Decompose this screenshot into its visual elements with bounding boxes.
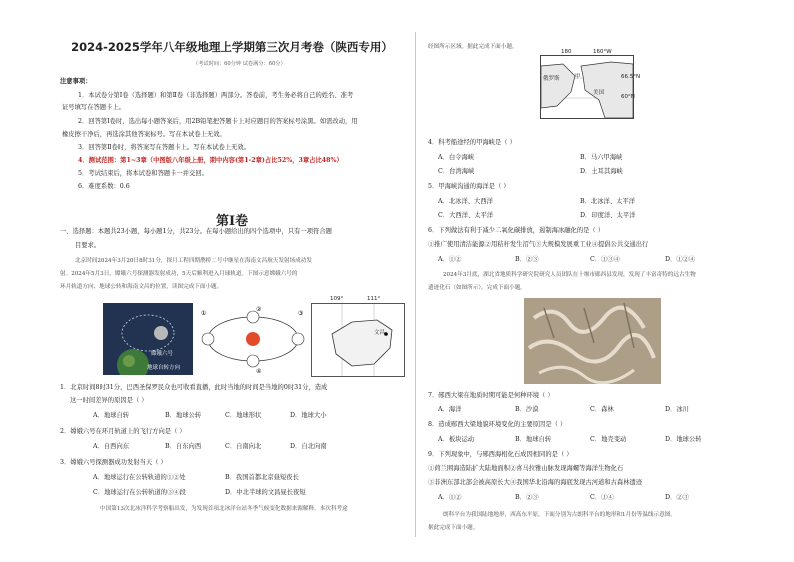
question-8: 8．造成郧西大梁地貌环境变化的主要原因是（ ） (428, 421, 567, 428)
svg-text:①: ① (201, 310, 207, 317)
passage-line: 环月轨道方向、地球公转和海南文昌的位置，读图完成下面小题。 (60, 284, 223, 290)
question-9: 9．下列现象中，与郧西海相化石成因相同的是（ ） (428, 451, 573, 458)
passage-line: 中国第13次北冰洋科学考察船出发，为发现首项北冰洋台站冬季气候变化数据来源解释。本次科考途 (100, 506, 348, 512)
option: A．①② (438, 256, 462, 263)
section-intro: 一、选择题：本题共23小题，每小题1分，共23分。在每小题给出的四个选项中，只有一项符合题 (60, 228, 332, 235)
earth-rotation-label: 地球自转方向 (147, 365, 181, 371)
svg-text:③: ③ (298, 310, 304, 317)
option: D．①②④ (665, 256, 696, 263)
option: C．自南向北 (225, 443, 262, 450)
question-9-statements: ①荷兰围海造陆扩大陆地面积②喜马拉雅山脉发现海螺等海洋生物化石 (428, 465, 624, 472)
note-line: 6．难度系数：0.6 (78, 183, 130, 190)
option: D．自北向南 (290, 443, 327, 450)
option: B．地球自转 (515, 436, 552, 443)
longitude-label: 109° (330, 296, 344, 302)
option: C．森林 (590, 406, 614, 413)
passage-line: 朗科平台为我国陆地地形，西高东平原。下面分别为古朗科平台的地形和1月份等温线示意图。 (443, 512, 676, 518)
option: B．自东向西 (165, 443, 202, 450)
passage-line: 2024年3月底，湖北省地质科学研究院研究人员团队在十堰市郧西县发现，发现了丰富奇特的远古生物 (443, 272, 696, 278)
option: B．我国首都北京昼短夜长 (225, 474, 299, 481)
svg-text:②: ② (256, 306, 262, 313)
note-line-scope: 4．测试范围：第1~3章（中图版八年级上册，期中内容(第1-2章)占比52%，3章占比48%） (78, 157, 343, 164)
question-9-statements: ③非洲东部北部会被高原长大④我国华北沿海的海底发现古河道和古森林遗迹 (428, 479, 643, 486)
strait-outline (541, 56, 633, 118)
question-6-statements: ①推广使用清洁能源②用秸秆发生沼气③大规模发展重工业④提倡公共交通出行 (428, 241, 649, 248)
question-1: 1．北京时间8时31分，巴西圣保罗民众也可收看直播，此时当地的时间是当地的0时31分，造成 (60, 384, 328, 391)
question-2: 2．嫦娥六号在环月轨道上的飞行方向是（ ） (60, 428, 186, 435)
option: D．印度洋、太平洋 (580, 212, 636, 219)
section-intro: 目要求。 (75, 242, 101, 249)
note-line: 5．考试结束后，将本试卷和答题卡一并交回。 (78, 170, 208, 177)
option: B．沙漠 (515, 406, 539, 413)
change6-orbit-image (103, 303, 193, 375)
question-1-cont: 这一时间差异的原因是（ ） (70, 397, 148, 404)
bering-strait-map (540, 49, 641, 119)
option: D．地球大小 (290, 412, 327, 419)
option: C．台湾海峡 (438, 168, 475, 175)
note-line: 证号填写在答题卡上。 (62, 104, 125, 111)
notes-heading: 注意事项： (60, 78, 92, 85)
fossil-photo (524, 298, 661, 384)
option: A．自西向东 (93, 443, 130, 450)
longitude-label: 111° (367, 296, 381, 302)
exam-subtitle: （考试时间：60分钟 试卷满分：60分） (193, 61, 286, 67)
strait-label: 甲 (575, 74, 581, 80)
question-7: 7．郧西大梁在地质时期可能是何种环境（ ） (428, 392, 554, 399)
passage-line: 据此完成下面小题。 (428, 525, 479, 531)
question-6: 6．下列做法有利于减少二氧化碳排放，遏制海冰融化的是（ ） (428, 227, 605, 234)
change6-label: 嫦娥六号 (151, 351, 174, 357)
hainan-outline (312, 304, 404, 376)
option: B．②③ (515, 256, 539, 263)
option: A．白令海峡 (438, 154, 475, 161)
option: C．大西洋、太平洋 (438, 212, 494, 219)
option: D．土耳其海峡 (580, 168, 623, 175)
option: A．板块运动 (438, 436, 475, 443)
question-5: 5．甲海峡沟通的海洋是（ ） (428, 183, 510, 190)
longitude-label: 180 (561, 49, 572, 55)
option: A．北冰洋、大西洋 (438, 198, 493, 205)
hainan-map (311, 296, 405, 377)
option: D．②③ (665, 494, 689, 501)
option: A．地球自转 (93, 412, 130, 419)
option: B．地球公转 (165, 412, 202, 419)
wenchang-label: 文昌 (374, 330, 386, 336)
option: B．②③ (515, 494, 539, 501)
note-line: 1．本试卷分第Ⅰ卷（选择题）和第Ⅱ卷（非选择题）两部分。答卷前，考生务必将自己的姓名、准考 (78, 92, 354, 99)
passage-line: 遗迹化石（如图所示）。完成下面小题。 (428, 285, 526, 291)
svg-text:④: ④ (256, 368, 262, 375)
option: C．地球形状 (225, 412, 262, 419)
passage-line: 经图所示区域。据此完成下面小题。 (428, 44, 518, 50)
option: D．中北半球的文昌昼长夜短 (225, 489, 306, 496)
usa-label: 美国 (593, 90, 605, 96)
option: B．北冰洋、太平洋 (580, 198, 636, 205)
option: C．①③④ (590, 256, 621, 263)
column-divider (415, 32, 416, 537)
latitude-label: 66.5°N (621, 74, 641, 80)
option: D．冰川 (665, 406, 689, 413)
page-title: 2024-2025学年八年级地理上学期第三次月考卷（陕西专用） (71, 40, 393, 54)
option: C．①④ (590, 494, 614, 501)
option: C．地球运行在公转轨道的③④段 (93, 489, 186, 496)
option: C．地壳变动 (590, 436, 627, 443)
option: A．海洋 (438, 406, 462, 413)
question-3: 3．嫦娥六号探测器成功发射当天（ ） (60, 459, 167, 466)
option: A．①② (438, 494, 462, 501)
note-line: 2．回答第Ⅰ卷时，选出每小题答案后，用2B铅笔把答题卡上对应题目的答案标号涂黑。如需改动，用 (78, 118, 358, 125)
longitude-label: 160°W (593, 49, 612, 55)
latitude-label: 60°N (621, 94, 635, 100)
note-line: 橡皮擦干净后，再选涂其他答案标号。写在本试卷上无效。 (62, 131, 226, 138)
russia-label: 俄罗斯 (543, 76, 560, 82)
option: D．地球公转 (665, 436, 702, 443)
option: B．马六甲海峡 (580, 154, 623, 161)
passage-line: 北京时间2024年3月20日8时31分，探月工程四期鹊桥二号中继星在海南文昌航天发射场成功发 (75, 258, 312, 264)
note-line: 3．回答第Ⅱ卷时，将答案写在答题卡上。写在本试卷上无效。 (78, 144, 251, 151)
earth-orbit-diagram (198, 303, 308, 375)
question-4: 4．科考船途经的甲海峡是（ ） (428, 139, 516, 146)
option: A．地球运行在公转轨道的①②处 (93, 474, 186, 481)
passage-line: 射。2024年5月3日，嫦娥六号探测器发射成功，5天后顺利进入月球轨道。下图示意嫦娥六号的 (60, 271, 298, 277)
section-title: 第Ⅰ卷 (216, 214, 249, 229)
